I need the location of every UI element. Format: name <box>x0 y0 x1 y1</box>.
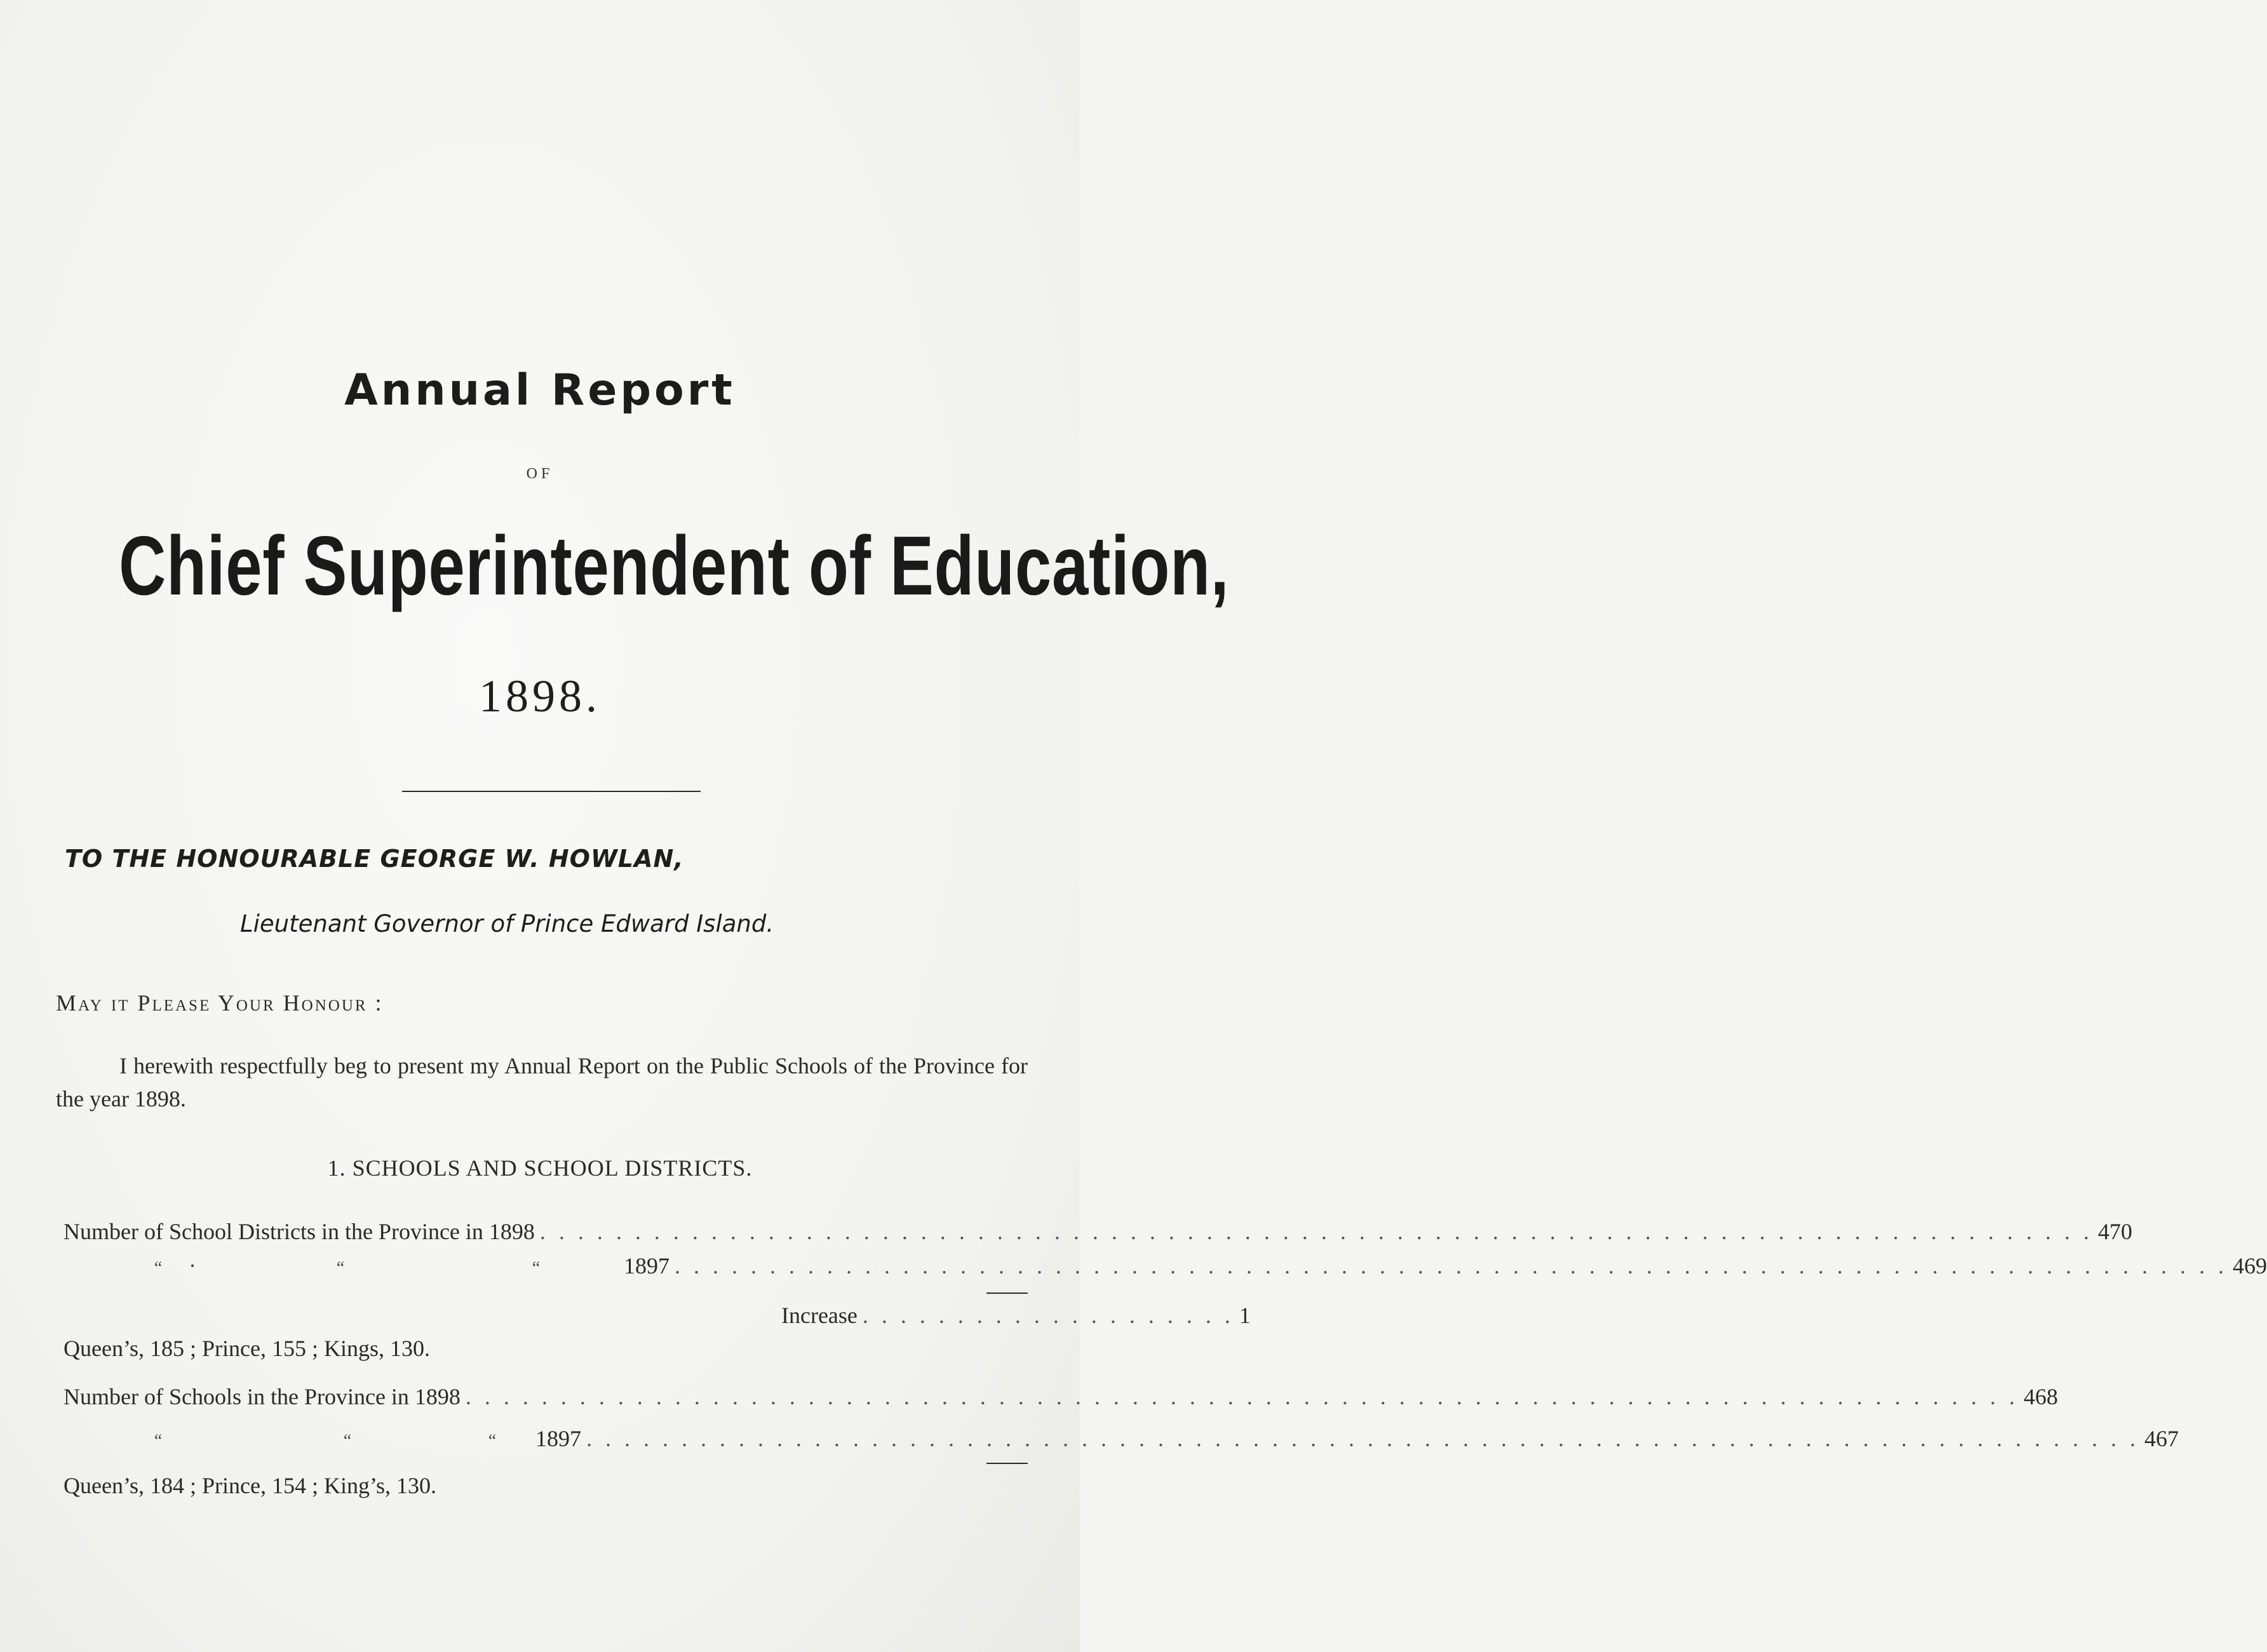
leader-dots <box>675 1252 2228 1279</box>
districts-increase-row <box>781 1302 1251 1329</box>
districts-1898-value: 470 <box>2097 1219 2132 1244</box>
schools-1897-year: 1897 <box>535 1426 581 1451</box>
report-year: 1898. <box>479 671 601 722</box>
title-of: OF <box>526 466 554 482</box>
section-heading: 1. SCHOOLS AND SCHOOL DISTRICTS. <box>327 1155 753 1181</box>
schools-1898-row <box>64 1383 2058 1415</box>
schools-1898-value: 468 <box>2023 1384 2058 1409</box>
increase-label: Increase <box>781 1303 858 1328</box>
report-title: Annual Report <box>344 365 736 415</box>
schools-1898-label: Number of Schools in the Province in 1898 <box>64 1384 461 1409</box>
ditto-mark: “ <box>343 1431 352 1451</box>
title-divider <box>402 791 701 792</box>
addressee-title: Lieutenant Governor of Prince Edward Island. <box>240 910 774 937</box>
addressee-name: TO THE HONOURABLE GEORGE W. HOWLAN, <box>65 845 684 873</box>
increase-value: 1 <box>1239 1303 1251 1328</box>
intro-paragraph: I herewith respectfully beg to present my Annual Report on the Public Schools of the Province for the year 1898. <box>56 1053 1028 1111</box>
sum-rule <box>986 1293 1028 1294</box>
ditto-mark: “ <box>154 1431 163 1451</box>
districts-1897-value: 469 <box>2233 1253 2267 1279</box>
leader-dots <box>586 1425 2139 1452</box>
ditto-mark: “ <box>336 1258 345 1278</box>
schools-1897-row <box>64 1425 2179 1457</box>
schools-1897-value: 467 <box>2144 1426 2179 1451</box>
ditto-mark: “ <box>154 1258 163 1278</box>
salutation: May it Please Your Honour : <box>56 990 384 1016</box>
districts-1898-row <box>64 1218 2132 1250</box>
schools-1897-label <box>64 1425 581 1452</box>
districts-breakdown: Queen’s, 185 ; Prince, 155 ; Kings, 130. <box>64 1336 430 1361</box>
leader-dots <box>466 1383 2019 1410</box>
districts-1897-row <box>64 1252 2267 1284</box>
districts-1898-label: Number of School Districts in the Province in 1898 <box>64 1219 535 1244</box>
leader-dots <box>863 1302 1234 1329</box>
districts-1897-label: “ · “ “ 1897 <box>64 1252 669 1279</box>
schools-breakdown: Queen’s, 184 ; Prince, 154 ; King’s, 130. <box>64 1473 436 1498</box>
report-subtitle: Chief Superintendent of Education, <box>119 519 1230 612</box>
leader-dots <box>540 1218 2093 1245</box>
ditto-mark: “ <box>488 1431 497 1451</box>
sum-rule <box>986 1463 1028 1464</box>
districts-1897-year: 1897 <box>624 1253 669 1279</box>
ditto-mark: “ <box>532 1258 541 1278</box>
